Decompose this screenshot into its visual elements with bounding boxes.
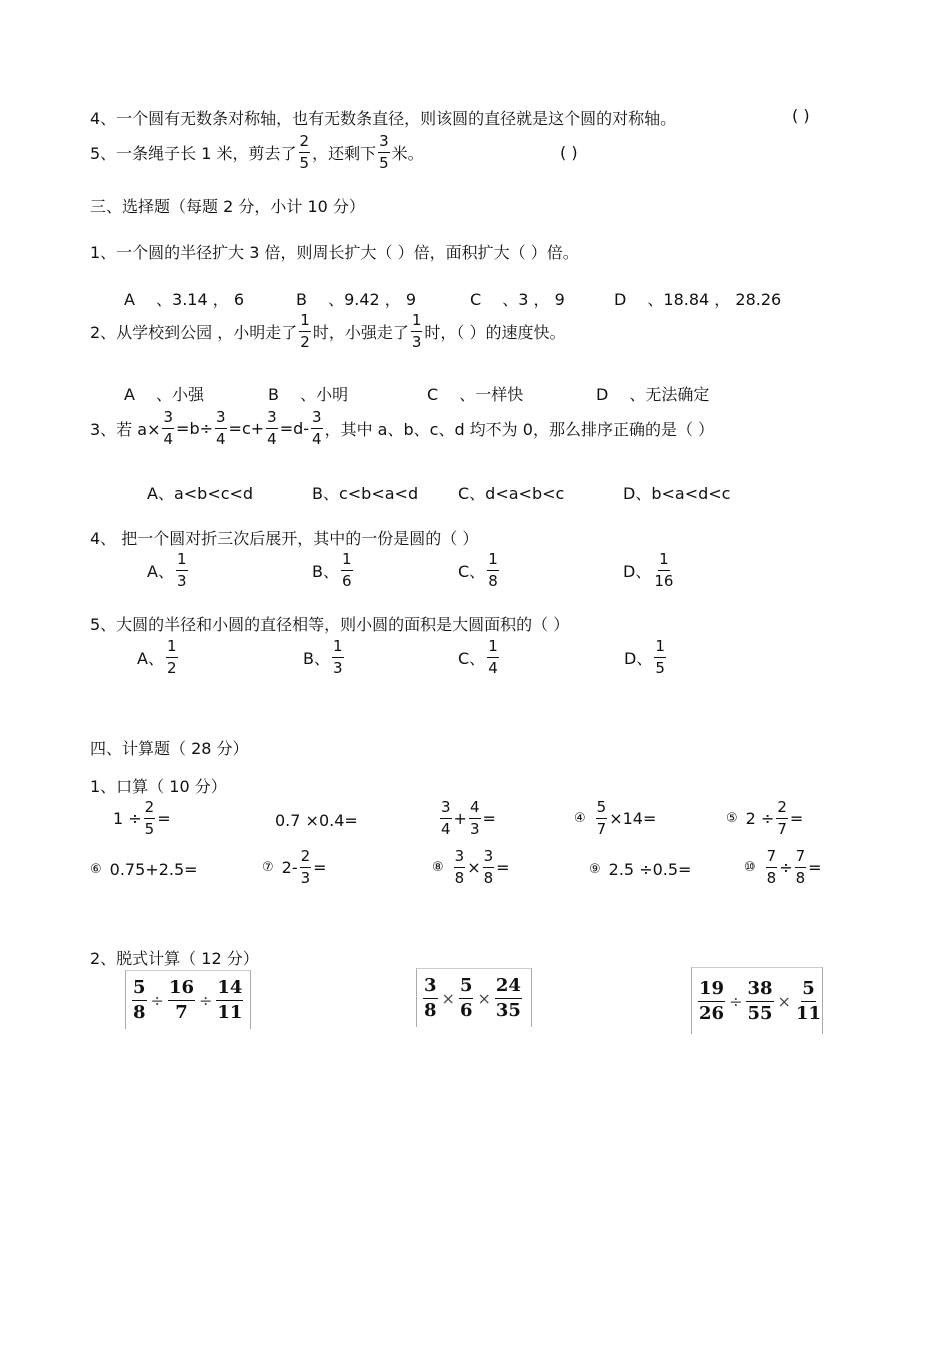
text: 0.75+2.5= [109,860,198,879]
fraction [440,800,452,837]
text: 7 [795,849,807,868]
text: 5 [299,154,310,172]
text: 4 [488,659,498,677]
choice-q3-option-a[interactable] [147,481,253,504]
text: 3 [378,134,390,153]
choice-q3-option-b[interactable] [312,481,418,504]
text: 1 [487,552,499,571]
text: 4、一个圆有无数条对称轴，也有无数条直径，则该圆的直径就是这个圆的对称轴。 [90,109,677,128]
choice-q2-option-d[interactable] [596,382,709,405]
fraction [132,976,147,1023]
text: 2 [776,800,788,819]
oral-item-5 [726,800,803,837]
text: 8 [483,869,494,887]
choice-q4 [90,526,478,549]
fraction [487,639,499,676]
text: 2 [299,134,311,153]
text: 1、口算（ 10 分） [90,777,227,796]
text: B 、9.42 ， 9 [296,290,417,309]
fraction [215,410,227,447]
text: A、 [147,562,174,581]
choice-q2-option-b[interactable] [268,382,348,405]
text: 4 [441,820,451,838]
text: 8 [133,1001,146,1023]
text: 4 [312,430,322,448]
judge-q4 [90,106,676,129]
text: 3 [215,410,227,429]
fraction [469,800,481,837]
text: ( ) [560,143,578,162]
text: B 、小明 [268,385,349,404]
oral-item-6 [90,860,198,879]
text: ×14= [609,809,657,828]
oral-title [90,774,227,797]
text: ⑧ [432,860,444,875]
fraction [795,849,807,886]
text: 11 [795,1002,821,1024]
fraction [216,976,243,1023]
text: × [467,858,481,877]
fraction [795,977,822,1024]
text: 8 [795,869,806,887]
section-choice-title [90,194,365,217]
judge-q5 [90,134,424,171]
fraction [495,974,522,1021]
section-calc-title [90,736,249,759]
text: B、 [312,562,339,581]
text: 5 [132,979,147,1001]
choice-q1-option-c[interactable] [470,287,565,310]
fraction [162,410,174,447]
text: ⑤ [726,811,738,826]
text: 4 [163,430,174,448]
step-expression-2 [416,968,532,1027]
text: × [477,988,491,1008]
text: 4 [267,430,277,448]
text: 5、大圆的半径和小圆的直径相等，则小圆的面积是大圆面积的（ ） [90,615,570,634]
text: 1 [411,313,423,332]
text: 3 [454,849,466,868]
text: 7 [766,849,778,868]
choice-q3-option-c[interactable] [458,481,564,504]
text: C、 [458,562,486,581]
fraction [176,552,188,589]
fraction [300,849,312,886]
text: 7 [175,1001,188,1023]
text: 1 [654,639,666,658]
text: D、 [623,562,652,581]
text: 5 [655,659,665,677]
text: ÷ [779,858,793,877]
text: 5 [459,977,474,999]
text: = [496,858,510,877]
text: 24 [495,977,522,999]
fraction [776,800,788,837]
text: 35 [495,999,521,1021]
text: 11 [217,1001,243,1023]
text: C 、一样快 [427,385,524,404]
text: 1 [487,639,499,658]
text: ，还剩下 [312,144,377,163]
choice-q5-option-d[interactable] [624,639,668,676]
choice-q2 [90,313,565,350]
text: A、a<b<c<d [147,484,254,503]
choice-q1-option-d[interactable] [614,287,781,310]
text: ÷ [729,991,743,1011]
fraction [378,134,390,171]
text: 3 [266,410,278,429]
text: 2- [281,858,298,877]
text: 四、计算题（ 28 分） [90,739,249,758]
text: = [482,809,496,828]
text: A 、小强 [124,385,205,404]
text: ④ [574,811,586,826]
text: 2 [166,659,177,677]
text: 3 [483,849,495,868]
text: 4 [216,430,226,448]
fraction [487,552,499,589]
text: 1 [332,639,344,658]
oral-item-2 [275,811,358,830]
text: 3 [469,820,480,838]
choice-q3 [90,410,714,447]
text: 米。 [391,144,424,163]
fraction [766,849,778,886]
text: 5 [144,820,155,838]
text: × [441,988,455,1008]
fraction [411,313,423,350]
fraction [483,849,495,886]
text: 4、 把一个圆对折三次后展开，其中的一份是圆的（ ） [90,529,479,548]
text: 2.5 ÷0.5= [608,860,692,879]
text: 1 [658,552,670,571]
text: 26 [699,1002,725,1024]
text: 8 [454,869,465,887]
text: 2、从学校到公园 ，小明走了 [90,323,298,342]
choice-q1 [90,240,579,263]
text: 3、若 a× [90,420,161,439]
text: C 、3 ， 9 [470,290,565,309]
oral-item-8 [432,849,510,886]
fraction [423,974,438,1021]
text: 7 [596,820,607,838]
fraction [266,410,278,447]
fraction [596,800,608,837]
text: 8 [424,999,437,1021]
text: 3 [332,659,343,677]
text: 1 ÷ [113,809,142,828]
step-calc-title [90,946,259,969]
text: 1、一个圆的半径扩大 3 倍，则周长扩大（ ）倍，面积扩大（ ）倍。 [90,243,579,262]
text: 5、一条绳子长 1 米，剪去了 [90,144,297,163]
text: 3 [440,800,452,819]
text: 3 [162,410,174,429]
step-expression-1 [125,970,251,1029]
text: C、d<a<b<c [458,484,565,503]
choice-q1-option-b[interactable] [296,287,416,310]
text: 3 [423,977,438,999]
text: 1 [299,313,311,332]
text: ⑩ [744,860,756,875]
text: 时，小强走了 [312,323,409,342]
text: 16 [168,979,195,1001]
choice-q5-option-b[interactable] [303,639,346,676]
text: 7 [777,820,787,838]
text: 0.7 ×0.4= [275,811,358,830]
text: A、 [137,649,164,668]
text: ⑦ [262,860,274,875]
text: = [313,858,327,877]
text: 3 [300,869,311,887]
text: =d- [279,419,310,438]
text: D 、无法确定 [596,385,710,404]
text: 3 [411,333,422,351]
fraction [653,552,674,589]
text: B、c<b<a<d [312,484,419,503]
text: × [777,991,791,1011]
text: 2 [300,849,312,868]
oral-item-9 [589,860,691,879]
fraction [746,977,773,1024]
text: ，其中 a、b、c、d 均不为 0，那么排序正确的是（ ） [324,420,715,439]
fraction [168,976,195,1023]
text: 19 [698,980,725,1002]
text: 1 [176,552,188,571]
judge-q4-paren[interactable] [792,106,810,125]
fraction [654,639,666,676]
fraction [299,313,311,350]
fraction [341,552,353,589]
text: 2 ÷ [745,809,775,828]
text: 5 [801,980,816,1002]
text: 2 [144,800,156,819]
choice-q3-option-d[interactable] [623,481,730,504]
text: 1 [166,639,178,658]
choice-q2-option-c[interactable] [427,382,523,405]
choice-q4-option-c[interactable] [458,552,501,589]
text: ⑥ [90,862,102,877]
choice-q4-option-d[interactable] [623,552,676,589]
fraction [311,410,323,447]
text: =b÷ [176,419,213,438]
oral-item-4 [574,800,656,837]
fraction [144,800,156,837]
text: ( ) [792,106,810,125]
text: 1 [341,552,353,571]
choice-q5-option-a[interactable] [137,639,180,676]
text: 三、选择题（每题 2 分，小计 10 分） [90,197,365,216]
text: ÷ [199,990,213,1010]
text: =c+ [228,419,265,438]
text: 4 [469,800,481,819]
text: 14 [216,979,243,1001]
fraction [299,134,311,171]
choice-q4-option-a[interactable] [147,552,190,589]
text: 时，（ ）的速度快。 [424,323,566,342]
text: 16 [654,572,674,590]
fraction [454,849,466,886]
text: 3 [176,572,187,590]
choice-q1-option-a[interactable] [124,287,244,310]
fraction [332,639,344,676]
text: 38 [746,980,773,1002]
text: 5 [379,154,389,172]
fraction [698,977,725,1024]
fraction [459,974,474,1021]
text: B、 [303,649,330,668]
judge-q5-paren[interactable] [560,143,578,162]
text: D、b<a<d<c [623,484,731,503]
text: ÷ [150,990,164,1010]
text: 6 [459,999,473,1021]
oral-item-10 [744,849,822,886]
text: 8 [766,869,777,887]
text: 2 [300,333,310,351]
choice-q5 [90,612,569,635]
text: = [808,858,822,877]
text: ⑨ [589,862,601,877]
oral-item-3 [438,800,496,837]
fraction [166,639,178,676]
text: A 、3.14 ， 6 [124,290,245,309]
text: 5 [596,800,608,819]
choice-q5-option-c[interactable] [458,639,501,676]
choice-q2-option-a[interactable] [124,382,204,405]
text: 55 [747,1002,773,1024]
choice-q4-option-b[interactable] [312,552,355,589]
text: 8 [488,572,498,590]
text: = [157,809,171,828]
oral-item-1 [113,800,171,837]
oral-item-7 [262,849,327,886]
text: D、 [624,649,653,668]
text: 2、脱式计算（ 12 分） [90,949,259,968]
text: + [453,809,467,828]
text: D 、18.84 ， 28.26 [614,290,782,309]
step-expression-3 [691,967,823,1034]
text: 3 [311,410,323,429]
text: 6 [341,572,352,590]
text: = [789,809,804,828]
text: C、 [458,649,486,668]
